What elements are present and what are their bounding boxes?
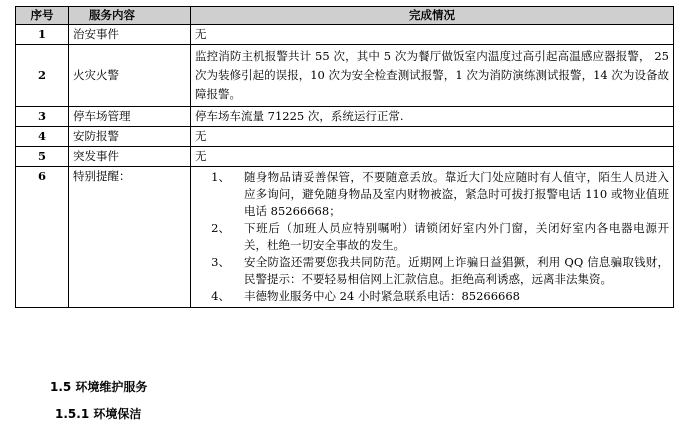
row-service: 治安事件 [69,25,191,45]
row-result: 无 [191,127,674,147]
header-service: 服务内容 [69,7,191,25]
row-service: 停车场管理 [69,107,191,127]
row-result [191,167,674,308]
section-heading: 1.5 环境维护服务 [50,380,148,394]
row-result: 无 [191,25,674,45]
header-num: 序号 [16,7,69,25]
list-item-text: 随身物品请妥善保管，不要随意丢放。靠近大门处应随时有人值守，陌生人员进入应多询问，避免随身物品及室内财物被盗，紧急时可拔打报警电话 110 或物业值班电话 85266668； [244,170,669,218]
row-result: 无 [191,147,674,167]
table-row [16,25,674,45]
list-item-number: 2、 [211,221,230,235]
row-num: 1 [16,25,69,45]
list-item [195,288,669,305]
table-row [16,127,674,147]
table-row [16,167,674,308]
row-service: 突发事件 [69,147,191,167]
row-service: 特别提醒： [69,167,191,308]
table-header-row [16,7,674,25]
list-item [195,169,669,220]
row-result: 停车场车流量 71225 次，系统运行正常. [191,107,674,127]
list-item-text: 下班后（加班人员应特别嘱咐）请锁闭好室内外门窗，关闭好室内各电器电源开关，杜绝一切安全事故的发生。 [244,221,669,252]
row-num: 4 [16,127,69,147]
list-item-text: 安全防盗还需要您我共同防范。近期网上诈骗日益猖獗，利用 QQ 信息骗取钱财，民警提示：不要轻易相信网上汇款信息。拒绝高利诱惑，远离非法集资。 [244,255,669,286]
row-service: 安防报警 [69,127,191,147]
subsection-heading: 1.5.1 环境保洁 [55,407,142,421]
list-item [195,254,669,288]
header-result: 完成情况 [191,7,674,25]
table-row [16,45,674,107]
list-item-number: 3、 [211,255,230,269]
row-num: 6 [16,167,69,308]
row-num: 2 [16,45,69,107]
table-row [16,147,674,167]
row-result: 监控消防主机报警共计 55 次，其中 5 次为餐厅做饭室内温度过高引起高温感应器报警， 25 次为装修引起的误报，10 次为安全检查测试报警，1 次为消防演练测试报警，14 次为设备故障报警。 [191,45,674,107]
list-item-number: 4、 [211,289,230,303]
service-report-table [15,6,674,308]
list-item-number: 1、 [211,170,230,184]
row-num: 3 [16,107,69,127]
table-row [16,107,674,127]
row-num: 5 [16,147,69,167]
list-item [195,220,669,254]
reminder-list [195,167,669,307]
list-item-text: 丰德物业服务中心 24 小时紧急联系电话：85266668 [244,289,520,303]
row-service: 火灾火警 [69,45,191,107]
